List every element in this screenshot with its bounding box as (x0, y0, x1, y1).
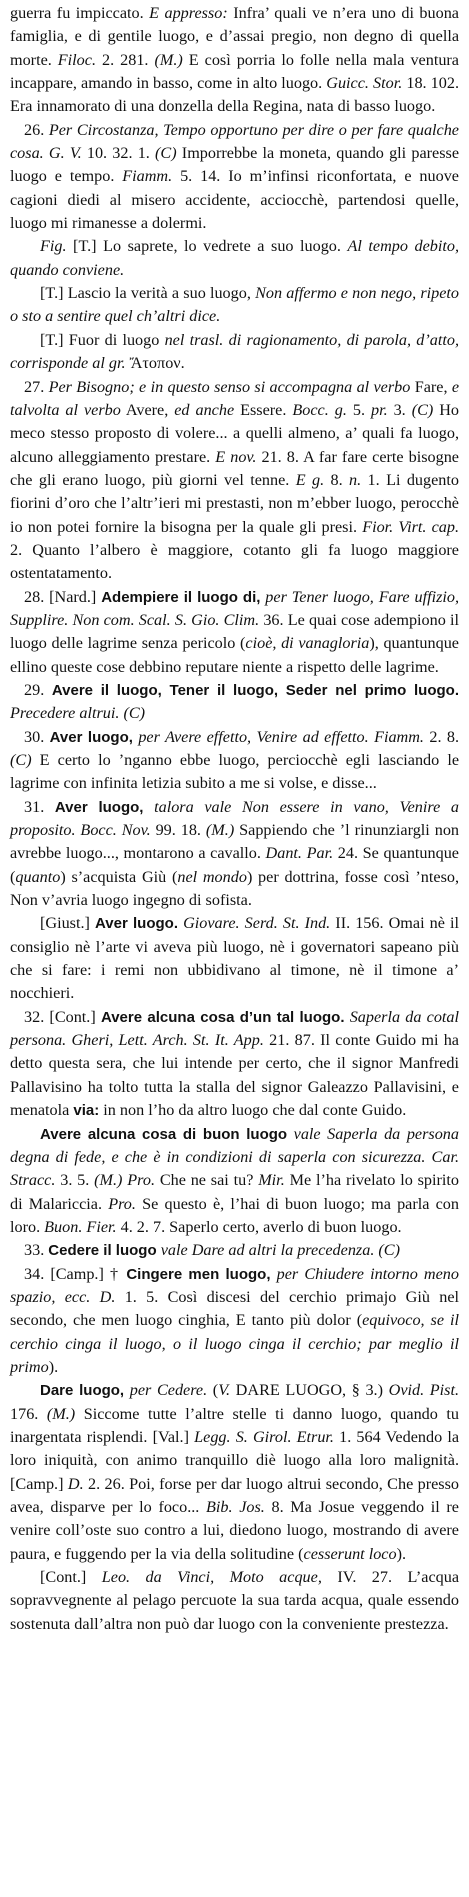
italic-run: Fiamm. (122, 167, 173, 186)
dictionary-entry-paragraph (10, 1263, 459, 1380)
dictionary-entry-paragraph (10, 912, 459, 1005)
text-run: ), quantunque ellino queste cose debbino reputare niente a rispetto delle lagrime. (10, 634, 459, 676)
italic-run: Legg. S. Girol. Etrur. (194, 1427, 334, 1446)
italic-run: per Avere effetto, Venire ad effetto. Fiamm. (138, 727, 424, 746)
italic-run: E nov. (215, 447, 257, 466)
dictionary-entry-paragraph (10, 1379, 459, 1566)
italic-run: per Chiudere intorno meno spazio, ecc. D. (10, 1264, 459, 1306)
text-run: E certo lo ’nganno ebbe luogo, perciocchè egli lasciando le lagrime con infinita letizia subito a me si volse, e disse... (10, 751, 459, 793)
italic-run: Fior. Virt. cap. (362, 517, 460, 536)
text-run: 2. 8. (423, 727, 460, 746)
dictionary-entry-paragraph (10, 1006, 459, 1123)
dictionary-entry-paragraph (10, 679, 459, 726)
italic-run: equivoco, se il cerchio cinga il luogo, o il luogo cinga il cerchio; par meglio il primo (10, 1311, 459, 1376)
headword-run: Avere alcuna cosa d’un tal luogo. (100, 1008, 345, 1026)
headword-run: Cedere il luogo (48, 1242, 157, 1260)
text-run: ). (48, 1357, 59, 1376)
italic-run: Buon. Fier. (44, 1217, 117, 1236)
italic-run: Bocc. g. (292, 400, 347, 419)
italic-run: Mir. (258, 1171, 285, 1190)
text-run: E così porria lo folle nella mala ventura incappare, amando in basso, come in alto luogo. (10, 50, 459, 93)
text-run: in non l’ho da altro luogo che dal conte Guido. (99, 1101, 407, 1120)
italic-run: (M.) (46, 1404, 76, 1423)
text-run: 28. [Nard.] (24, 587, 102, 606)
text-run: 8. (324, 470, 350, 489)
italic-run: Leo. da Vinci, Moto acque, (101, 1568, 322, 1587)
dictionary-entry-paragraph (10, 282, 459, 329)
text-run: 18. 102. Era innamorato di una donzella della Regina, nata di basso luogo. (10, 74, 459, 116)
text-run: [T.] Fuor di luogo (40, 330, 165, 349)
dictionary-entry-paragraph (10, 1239, 459, 1262)
text-run: 2. 26. Poi, forse per dar luogo altrui secondo, Che presso avea, disparve per lo foco... (10, 1474, 459, 1516)
italic-run: e talvolta al verbo (10, 377, 460, 419)
dictionary-entry-paragraph (10, 1123, 459, 1240)
dictionary-entry-paragraph (10, 586, 459, 679)
italic-run: Pro. (108, 1194, 136, 1213)
text-run: ( (207, 1381, 219, 1400)
italic-run: cesserunt loco (303, 1544, 397, 1563)
headword-run: via: (73, 1102, 100, 1120)
text-run: 32. [Cont.] (24, 1007, 101, 1026)
dictionary-entry-paragraph (10, 2, 459, 119)
italic-run: pr. (370, 400, 388, 419)
text-run: guerra fu impiccato. (10, 4, 150, 22)
italic-run: Giovare. Serd. St. Ind. (183, 914, 331, 933)
dictionary-entry-paragraph (10, 726, 459, 796)
text-run (143, 798, 154, 816)
italic-run: nel trasl. di ragionamento, di parola, d’atto, corrisponde al gr. (10, 330, 459, 373)
italic-run: vale Saperla da persona degna di fede, e che è in condizioni di saperla con sicurezza. Car. Stracc. (10, 1124, 459, 1190)
text-run: 29. (24, 680, 52, 699)
text-run: [Giust.] (40, 914, 95, 933)
italic-run: nel mondo (177, 867, 247, 886)
italic-run: Bib. Jos. (206, 1498, 265, 1516)
text-run: Fare, (410, 377, 452, 396)
headword-run: Dare luogo, (40, 1382, 125, 1400)
text-run: Che ne sai tu? (155, 1171, 259, 1190)
italic-run: n. (349, 470, 362, 489)
text-run: 2. 281. (96, 50, 155, 69)
italic-run: D. (67, 1474, 84, 1493)
italic-run: vale Dare ad altri la precedenza. (C) (160, 1241, 400, 1260)
text-run: Me l’ha rivelato lo spirito di Malariccia. (10, 1171, 459, 1213)
text-run: [T.] Lascio la verità a suo luogo, (40, 284, 256, 303)
italic-run: Per Bisogno; e in questo senso si accompagna al verbo (48, 377, 411, 396)
headword-run: Aver luogo, (54, 798, 144, 816)
italic-run: Saperla da cotal persona. Gheri, Lett. Arch. St. It. App. (10, 1007, 459, 1050)
headword-run: Aver luogo, (49, 728, 133, 746)
text-run: Imporrebbe la moneta, quando gli paresse luogo e tempo. (10, 144, 460, 186)
text-run: 21. 8. A far fare certe bisogne che gli erano luogo, più giorni vel tenne. (10, 447, 459, 489)
italic-run: Per Circostanza, Tempo opportuno per dire o per fare qualche cosa. G. V. (10, 120, 459, 163)
text-run: ). (396, 1544, 407, 1563)
text-run: 8. Ma Josue veggendo il re venire coll’oste suo contro a lui, diedono luogo, mostrando di avere paura, e fuggendo per la via della solitudine ( (10, 1498, 459, 1563)
italic-run: quanto (15, 867, 61, 886)
text-run: ) s’acquista Giù ( (60, 867, 178, 886)
italic-run: cioè, di vanagloria (245, 634, 370, 653)
italic-run: (C) (123, 704, 146, 723)
text-run: Se questo è, l’hai di buon luogo; ma parla con loro. (10, 1194, 459, 1236)
text-run: 5. (346, 400, 371, 419)
italic-run: Fig. (40, 237, 67, 256)
text-run: 1. 5. Così discesi del cerchio primajo Giù nel secondo, che men luogo cinghia, E tanto più dolor ( (10, 1287, 460, 1330)
text-run: 3. 5. (55, 1171, 95, 1190)
italic-run: Dant. Par. (265, 844, 334, 863)
headword-run: Avere alcuna cosa di buon luogo (40, 1125, 288, 1143)
text-run: Essere. (234, 400, 293, 419)
text-run: 1. 564 Vedendo la loro iniquità, con animo tranquillo diè luogo alla loro malignità. [Camp.] (10, 1427, 459, 1493)
text-column (0, 2, 469, 1636)
italic-run: (C) (10, 751, 32, 769)
dictionary-entry-paragraph (10, 1566, 459, 1636)
dictionary-entry-paragraph (10, 796, 459, 913)
text-run: Sappiendo che ’l rinunziargli non avrebbe luogo..., montarono a cavallo. (10, 821, 460, 863)
italic-run: Non affermo e non nego, ripeto o sto a sentire quel ch’altri dice. (10, 284, 459, 326)
italic-run: Al tempo debito, quando conviene. (10, 237, 459, 279)
text-run: IV. 27. L’acqua sopravvegnente al pelago percuote la sua tarda acqua, quale essendo sostenuta dall’altra non può dar luogo con la conveniente prestezza. (10, 1568, 460, 1633)
italic-run: V. (218, 1381, 231, 1400)
text-run: 176. (10, 1404, 47, 1423)
text-run: 36. Le quai cose adempiono il luogo delle lagrime senza pericolo ( (10, 610, 459, 653)
text-run: [T.] Lo saprete, lo vedrete a suo luogo. (66, 237, 348, 256)
text-run: 33. (24, 1241, 49, 1260)
italic-run: E appresso: (149, 4, 228, 22)
dictionary-entry-paragraph (10, 376, 459, 586)
text-run: 21. 87. Il conte Guido mi ha detto questa sera, che lui intende per certo, che il signor Manfredi Pallavisino ha tolto tutta la stalla del signor Galeazzo Pallavisini, e menatola (10, 1031, 459, 1120)
italic-run: Guicc. Stor. (326, 74, 403, 93)
text-run: Ho meco stesso proposto di volere... a quelli almeno, a’ quali fa luogo, alcuno alleggiamento prestare. (10, 400, 460, 466)
text-run: Avere, (120, 400, 175, 419)
italic-run: Filoc. (57, 50, 97, 69)
text-run: 2. Quanto l’albero è maggiore, cotanto gli fa luogo maggiore ostentatamento. (10, 540, 459, 583)
text-run: ) per dottrina, fosse così ’nteso, Non v’avria luogo ingegno di sofista. (10, 867, 460, 910)
headword-run: Adempiere il luogo di, (101, 588, 261, 606)
dictionary-entry-paragraph (10, 235, 459, 282)
text-run: 24. Se quantunque ( (10, 844, 459, 886)
text-run: 30. (24, 727, 50, 746)
italic-run: (M.) Pro. (94, 1171, 155, 1190)
text-run: 1. Li dugento fiorini d’oro che l’altr’ieri mi prestasti, non m’ebber luogo, perocchè io non potei fornire la bisogna per la quale gli presi. (10, 470, 459, 536)
italic-run: (C) (411, 400, 434, 419)
italic-run: (C) (155, 144, 177, 163)
text-run: Infra’ quali ve n’era uno di buona famiglia, e di gentile luogo, e d’assai pregio, non degno di quella morte. (10, 4, 459, 69)
italic-run: Ovid. Pist. (388, 1381, 460, 1400)
text-run: 99. 18. (150, 821, 206, 840)
text-run: 3. (387, 400, 412, 419)
italic-run: (M.) (205, 821, 235, 840)
text-run: 27. (24, 377, 49, 396)
text-run: [Cont.] (40, 1568, 102, 1587)
text-run: 4. 2. 7. Saperlo certo, averlo di buon luogo. (116, 1217, 402, 1236)
text-run: Ἄτοπον. (125, 354, 185, 373)
italic-run: talora vale Non essere in vano, Venire a proposito. Bocc. Nov. (10, 797, 460, 840)
text-run: 26. (24, 120, 49, 139)
text-run: 10. 32. 1. (81, 144, 156, 163)
italic-run: ed anche (174, 400, 235, 419)
text-run: 31. (24, 797, 55, 816)
text-run: Siccome tutte l’altre stelle ti danno luogo, quando tu inargentata risplendi. [Val.] (10, 1404, 459, 1446)
italic-run: (M.) (154, 50, 183, 69)
headword-run: Avere il luogo, Tener il luogo, Seder nel primo luogo. (51, 681, 460, 699)
headword-run: Cingere men luogo, (126, 1265, 271, 1283)
text-run: 5. 14. Io m’infinsi riconfortata, e nuove cagioni diedi al misero accidente, acciocchè, partendosi quelle, luogo mi rimanesse a dolermi. (10, 167, 459, 233)
text-run: II. 156. Omai nè il consiglio nè l’arte vi aveva più luogo, nè i governatori sapeano più che si fare: i remi non ubbidivano al timone, nè il timone a’ nocchieri. (10, 914, 460, 1003)
dictionary-entry-paragraph (10, 119, 459, 236)
text-run: DARE LUOGO, § 3.) (230, 1381, 389, 1400)
headword-run: Aver luogo. (95, 915, 178, 933)
italic-run: E g. (295, 470, 325, 489)
italic-run: Precedere altrui. (10, 704, 120, 723)
dictionary-entry-paragraph (10, 329, 459, 376)
text-run: 34. [Camp.] † (24, 1264, 127, 1283)
italic-run: per Tener luogo, Fare uffizio, Supplire. Non com. Scal. S. Gio. Clim. (10, 587, 460, 629)
italic-run: per Cedere. (129, 1381, 208, 1400)
